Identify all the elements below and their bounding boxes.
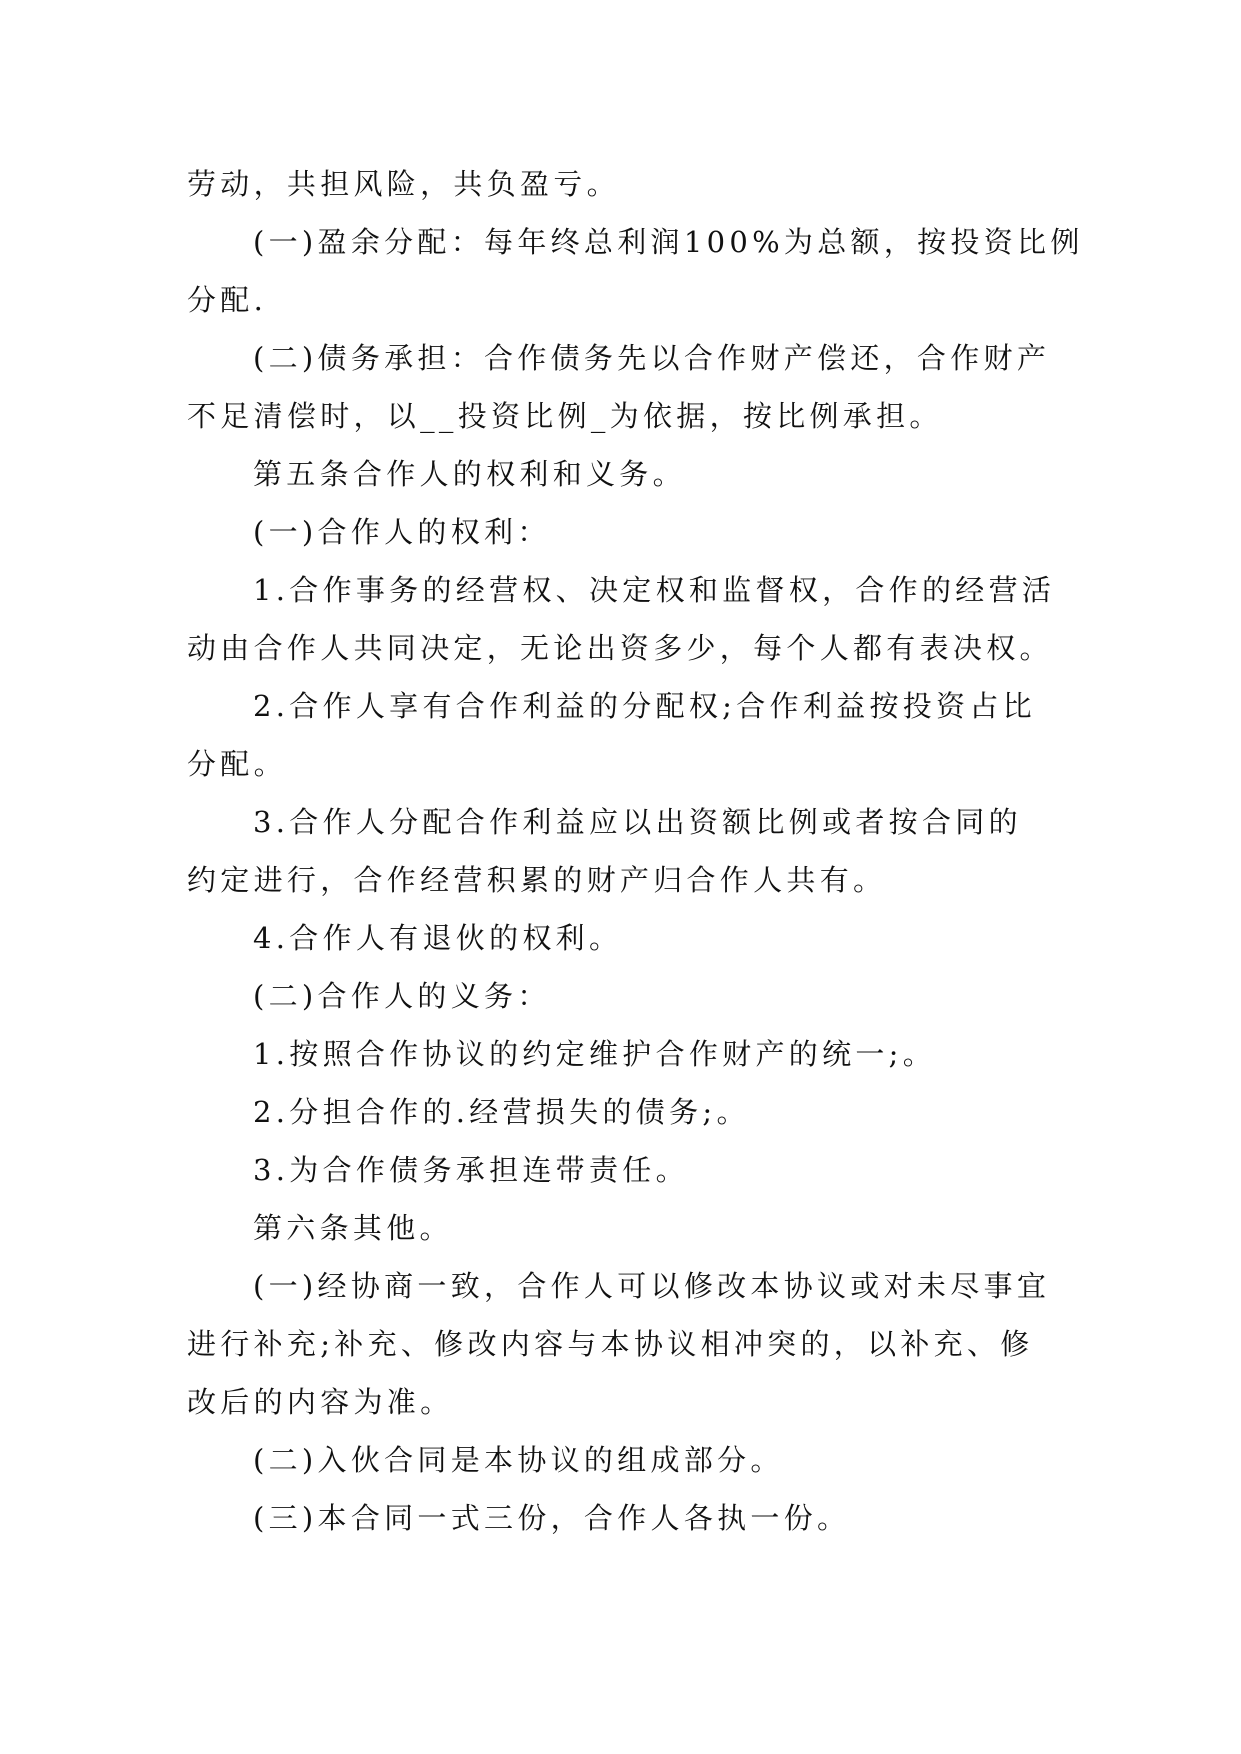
text-line: 1.按照合作协议的约定维护合作财产的统一;。 [253, 1037, 937, 1071]
document-body [187, 155, 1084, 1547]
text-line: 4.合作人有退伙的权利。 [253, 921, 623, 955]
text-line: 不足清偿时，以__投资比例_为依据，按比例承担。 [187, 399, 943, 433]
text-line: (一)经协商一致，合作人可以修改本协议或对未尽事宜 [253, 1269, 1051, 1303]
text-line: 改后的内容为准。 [187, 1385, 454, 1419]
text-line: 进行补充;补充、修改内容与本协议相冲突的，以补充、修 [187, 1327, 1034, 1361]
text-line: 劳动，共担风险，共负盈亏。 [187, 167, 620, 201]
text-line: (二)合作人的义务： [253, 979, 551, 1013]
text-line: 3.为合作债务承担连带责任。 [253, 1153, 689, 1187]
text-line: 动由合作人共同决定，无论出资多少，每个人都有表决权。 [187, 631, 1053, 665]
text-line: 第六条其他。 [253, 1211, 453, 1245]
text-line: 2.分担合作的.经营损失的债务;。 [253, 1095, 750, 1129]
text-line: 1.合作事务的经营权、决定权和监督权，合作的经营活 [253, 573, 1056, 607]
text-line: 约定进行，合作经营积累的财产归合作人共有。 [187, 863, 887, 897]
text-line: (三)本合同一式三份，合作人各执一份。 [253, 1501, 851, 1535]
text-line: (二)债务承担：合作债务先以合作财产偿还，合作财产 [253, 341, 1051, 375]
text-line: (一)合作人的权利： [253, 515, 551, 549]
text-line: 第五条合作人的权利和义务。 [253, 457, 686, 491]
text-line: 分配. [187, 283, 268, 317]
text-line: 3.合作人分配合作利益应以出资额比例或者按合同的 [253, 805, 1022, 839]
text-line: (一)盈余分配：每年终总利润100%为总额，按投资比例 [253, 225, 1084, 259]
text-line: 分配。 [187, 747, 287, 781]
text-line: 2.合作人享有合作利益的分配权;合作利益按投资占比 [253, 689, 1036, 723]
text-line: (二)入伙合同是本协议的组成部分。 [253, 1443, 784, 1477]
